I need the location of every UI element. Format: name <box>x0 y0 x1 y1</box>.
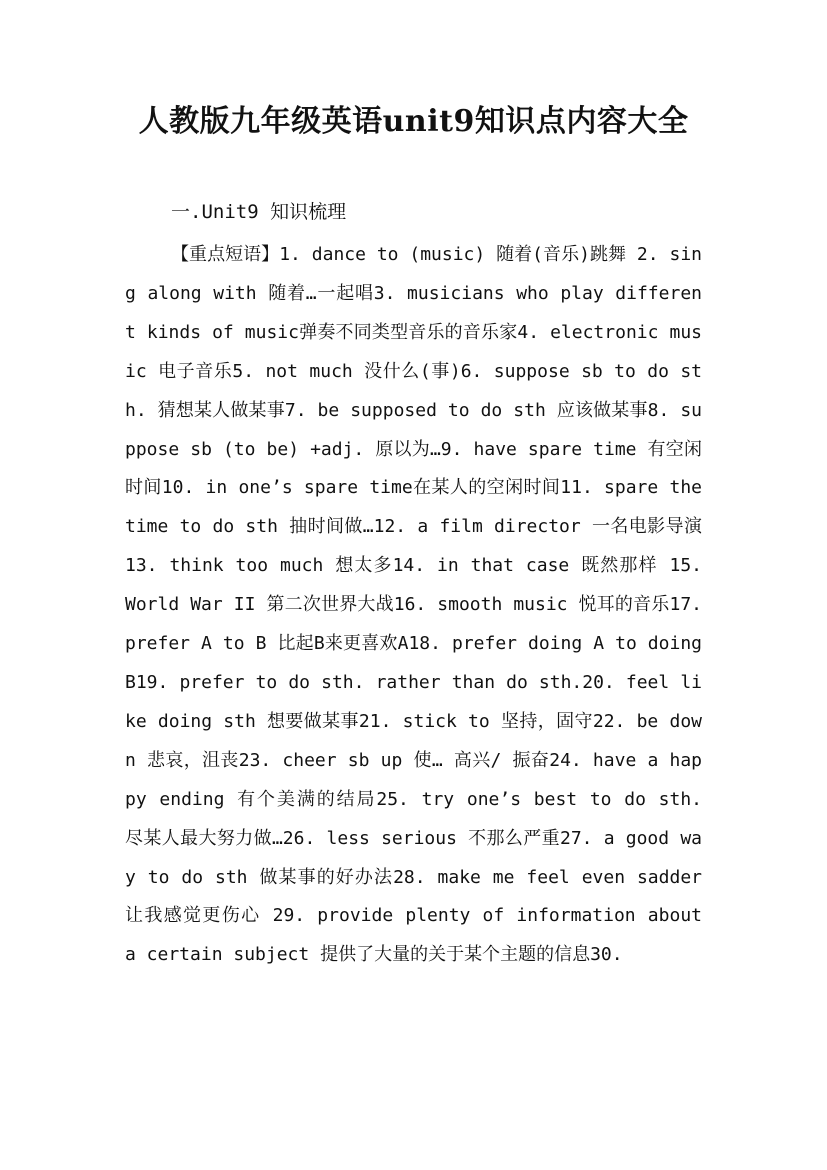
section-heading: 一.Unit9 知识梳理 <box>171 201 347 223</box>
phrases-text: 1. dance to (music) 随着(音乐)跳舞 2. sing along with 随着…一起唱3. musicians who play different kinds of music弹奏不同类型音乐的音乐家4. electronic music 电子音乐5. not much 没什么(事)6. suppose sb to do sth. 猜想某人做某事7. be supposed to do sth 应该做某事8. suppose sb (to be) +adj. 原以为…9. have spare time 有空闲时间10. in one’s spare time在某人的空闲时间11. spare the time to do sth 抽时间做…12. a film director 一名电影导演13. think too much 想太多14. in that case 既然那样 15. World War II 第二次世界大战16. smooth music 悦耳的音乐17. prefer A to B 比起B来更喜欢A18. prefer doing A to doing B19. prefer to do sth. rather than do sth.20. feel like doing sth 想要做某事21. stick to 坚持，固守22. be down 悲哀，沮丧23. cheer sb up 使… 高兴/ 振奋24. have a happy ending 有个美满的结局25. try one’s best to do sth. 尽某人最大努力做…26. less serious 不那么严重27. a good way to do sth 做某事的好办法28. make me feel even sadder 让我感觉更伤心 29. provide plenty of information about a certain subject 提供了大量的关于某个主题的信息30. <box>125 244 702 966</box>
document-title: 人教版九年级英语unit9知识点内容大全 <box>138 104 689 139</box>
phrases-paragraph <box>125 236 702 975</box>
phrases-label: 【重点短语】 <box>171 244 280 265</box>
